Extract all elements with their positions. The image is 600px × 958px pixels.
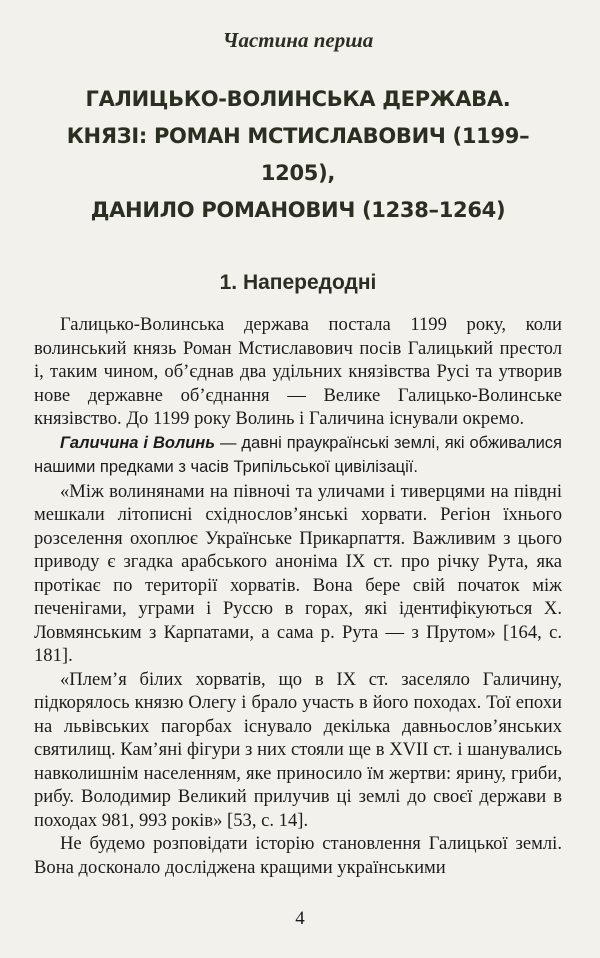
paragraph-1: Галицько-Волинська держава постала 1199 року, коли волинський князь Роман Мстиславович посів Галицький престол і, таким чином, об’єднав два удільних князівства Русі та утворив нове державне об’єднання — Велике Галицько-Волинське князівство. До 1199 року Волинь і Галичина існували окремо. xyxy=(34,314,562,429)
page-number: 4 xyxy=(295,908,305,929)
term-galychyna-volyn: Галичина і Волинь xyxy=(60,433,216,452)
paragraph-2-text: — давні праукраїнські землі, які обживалися нашими предками з часів Трипільської цивілізації. xyxy=(34,433,562,476)
paragraph-3-quote: «Між волинянами на півночі та уличами і тиверцями на півдні мешкали літописні східнослов’янські хорвати. Регіон їхнього розселення охоплює Українське Прикарпаття. Важливим з цього приводу є згадка арабського аноніма IX ст. про річку Рута, яка протікає по території хорватів. Вона бере свій початок між печенігами, уграми і Руссю в горах, які ідентифікуються Х. Ловмянським з Карпатами, а сама р. Рута — з Прутом» [164, с. 181]. xyxy=(34,480,562,666)
body-text xyxy=(34,313,562,879)
chapter-title-line-1: ГАЛИЦЬКО-ВОЛИНСЬКА ДЕРЖАВА. xyxy=(85,87,511,111)
section-title: 1. Напередодні xyxy=(219,271,377,294)
paragraph-4-quote: «Плем’я білих хорватів, що в IX ст. заселяло Галичину, підкорялось князю Олегу і брало участь в його походах. Тої епохи на львівських пагорбах існувало декілька давньослов’янських святилищ. Кам’яні фігури з них стояли ще в XVII ст. і шанувались навколишнім населенням, яке приносило їм жертви: ярину, гриби, рибу. Володимир Великий прилучив ці землі до своєї держави в походах 981, 993 років» [53, с. 14]. xyxy=(34,668,562,831)
paragraph-5: Не будемо розповідати історію становлення Галицької землі. Вона досконало досліджена кращими українськими xyxy=(34,833,562,878)
paragraph-2 xyxy=(34,431,562,480)
chapter-title-line-2: КНЯЗІ: РОМАН МСТИСЛАВОВИЧ (1199–1205), xyxy=(66,124,530,185)
part-title: Частина перша xyxy=(222,28,374,52)
chapter-title xyxy=(34,81,562,229)
chapter-title-line-3: ДАНИЛО РОМАНОВИЧ (1238–1264) xyxy=(90,198,506,222)
